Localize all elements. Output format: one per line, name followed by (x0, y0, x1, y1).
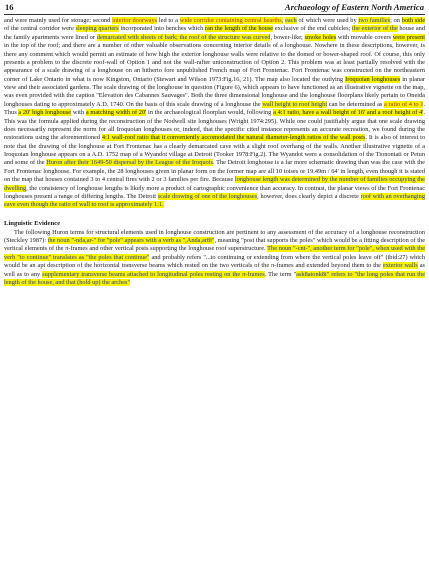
text-run: , however, does clearly depict a discrete (257, 192, 361, 200)
article-body (4, 17, 425, 287)
text-run: , meaning "post that supports the poles" which would be a fitting description of the vertical elements of the π-frames and other vertical posts supporting the longhouse roof superstructure. (4, 237, 425, 253)
highlighted-phrase: a matching width of 20' (85, 109, 147, 117)
text-run: ; on (390, 17, 402, 24)
highlighted-phrase: a 20' high longhouse (18, 109, 72, 117)
highlighted-phrase: demarcated with sheets of bark; the roof of the structure was curved (96, 33, 271, 41)
highlighted-phrase: 4:1 wall-roof ratio that it conveniently accomodated the natural diameter-length ratios of the wall posts (101, 134, 366, 142)
highlighted-phrase: wide corridor containing central hearths, (179, 17, 284, 24)
text-run: as well as to any (4, 262, 425, 278)
highlighted-phrase: two families (358, 17, 391, 24)
highlighted-phrase: ask8atonk8i" refers to "the long poles that run the length of the house, and that (hold up) the arches" (4, 270, 425, 286)
highlighted-phrase: roof with an overhanging eave even though the ratio of wall to roof is approximately 1:1. (4, 192, 425, 209)
paragraph-linguistic-evidence (4, 229, 425, 288)
text-run: of which were used by (296, 17, 359, 24)
text-run: in planar view and their associated gardens. The scale drawing of the longhouse in question (Figure 6), which appears to have functioned as an illustrative vignette on the map, was even provided with the caption "Elevation des Cabannes Sauvages". Both the three dimensional longhouse and the longhouse floorplans likely pertain to Oneida longhouses dating to approximately A.D. 1740. On the basis of this scale drawing of a longhouse the (4, 75, 425, 108)
text-run: exclusive of the end cubicles; (273, 25, 353, 33)
text-run: The following Huron terms for structural elements used in longhouse construction are pertinent to any assessment of the accuracy of a longhouse reconstruction (Steckley 1987): (4, 228, 425, 244)
text-run: , bower-like; (270, 33, 305, 41)
text-run: and probably refers "...to continuing or extending from where the vertical poles leave off" (ibid:27) which would be an apt description of the horizontal transverse beams which rested on the two verticals of the π-frames and extended beyond them to the (4, 253, 425, 270)
section-heading: Linguistic Evidence (4, 219, 61, 227)
text-run: with movable covers (336, 33, 393, 41)
text-run: incorporated into benches which (118, 25, 206, 33)
page-number: 16 (5, 2, 14, 12)
text-run: in the archaeological floorplan would, following (146, 109, 274, 117)
text-run: . It is also of interest to note that the drawing of the longhouse at Fort Frontenac has a clearly demarcated cave with a slight roof overhang of the walls. Another illustrative vignette of a Iroquoian longhouse appears on a A.D. 1752 map of a Wyandot village at Detroit (Tooker 1978:Fig.2). The Wyandot were a consolidation of the Tionontati or Petun and some of the (4, 134, 425, 167)
text-run: of the central corridor were (4, 25, 76, 33)
highlighted-phrase: smoke holes (304, 33, 337, 41)
text-run: house and the family apartments were lined or (4, 25, 425, 41)
highlighted-phrase: interior doorways (112, 17, 158, 24)
highlighted-phrase: supplementary transverse beams attached to longitudinal poles resting on the π-frames (42, 270, 265, 278)
highlighted-phrase: a ratio of 4 to 1 (384, 100, 424, 108)
highlighted-phrase: Iroquoian longhouses (345, 75, 401, 83)
running-header (4, 2, 425, 15)
highlighted-phrase: the noun "-nda,ar-" for "pole" appears with a verb as ",Anda,ar8i" (47, 237, 215, 244)
highlighted-phrase: both side (401, 17, 425, 24)
text-run: . The term " (264, 270, 297, 278)
highlighted-phrase: The noun "-cnt-", another term for "pole", when used with the verb "to continue" translates as "the poles that continue" (4, 245, 425, 261)
text-run: , the consistency of longhouse lengths is likely more a product of cartographic convenience than accuracy. In contrast, the planar views of the Fort Frontenac longhouses present a range of differing lengths. The Detroit (4, 184, 425, 200)
text-run: . This was the formula applied during the reconstruction of the Nodwell site longhouses (Wright 1974:295). While one could justifiably argue that one scale drawing does necessarily represent the norm for all Iroquoian longhouses or, indeed, that the specific cited instance represents an accurate recreation, we found during the restorations using the aforementioned (4, 109, 425, 142)
text-run: . Thus (4, 100, 425, 117)
highlighted-phrase: Huron after their 1649-50 dispersal by the League of the Iroquois (46, 159, 213, 167)
text-run: led to a (157, 17, 180, 24)
text-run: and were mainly used for storage; second (4, 17, 113, 24)
paragraph-longhouse-description (4, 17, 425, 210)
highlighted-phrase: longhouse length was determined by the number of families occupying the dwelling (4, 176, 425, 192)
highlighted-phrase: exterior walls (382, 262, 418, 270)
highlighted-phrase: a 4:1 ratio, have a wall height of 16' and a roof height of 4' (273, 109, 424, 117)
highlighted-phrase: the exterior of the (352, 25, 398, 33)
text-run: . The Detroit longhouse is a far more schematic drawing than was the case with the Fort Frontenac longhouse. For example, the 28 longhouses given in planar form on the former map are all 10 toises or 19.49m / 64' in length, even though it is stated on the map that houses contained 3 to 4 central fires with 2 or 3 families per fire. Because (4, 159, 425, 184)
text-run: in the top of the roof; and there are a number of other valuable observations concerning interior details of a longhouse. Nowhere in these descriptions, however, is there any comment which would permit an estimate of how high the exterior longhouse walls were relative to the domed or bower-shaped roof. Of course, this only presents a problem to the discrete roof-wall of Option 1 and not the wall-rafter uniconstruction of Option 2. This problem was at least partially resolved with the appearance of a scale drawing of a longhouse on an hitherto fore unpublished French map of Fort Frontenac. Fort Frontenac was constructed on the northeastern corner of Lake Ontario in what is now Kingston, Ontario (Stewart and Wilson 1973:Fig.16, 21). The map also located the outlying (4, 42, 425, 83)
highlighted-phrase: sleeping quarters (75, 25, 119, 33)
highlighted-phrase: ran the length of the house (205, 25, 274, 33)
highlighted-phrase: each (285, 17, 297, 24)
text-run: with (71, 109, 86, 117)
highlighted-phrase: scale drawing of one of the longhouses (157, 192, 258, 200)
journal-title: Archaeology of Eastern North America (284, 2, 424, 12)
text-run: can be determined as (327, 100, 385, 108)
highlighted-phrase: were present (392, 33, 425, 41)
highlighted-phrase: wall height to roof height (262, 100, 328, 108)
journal-page (4, 2, 425, 586)
